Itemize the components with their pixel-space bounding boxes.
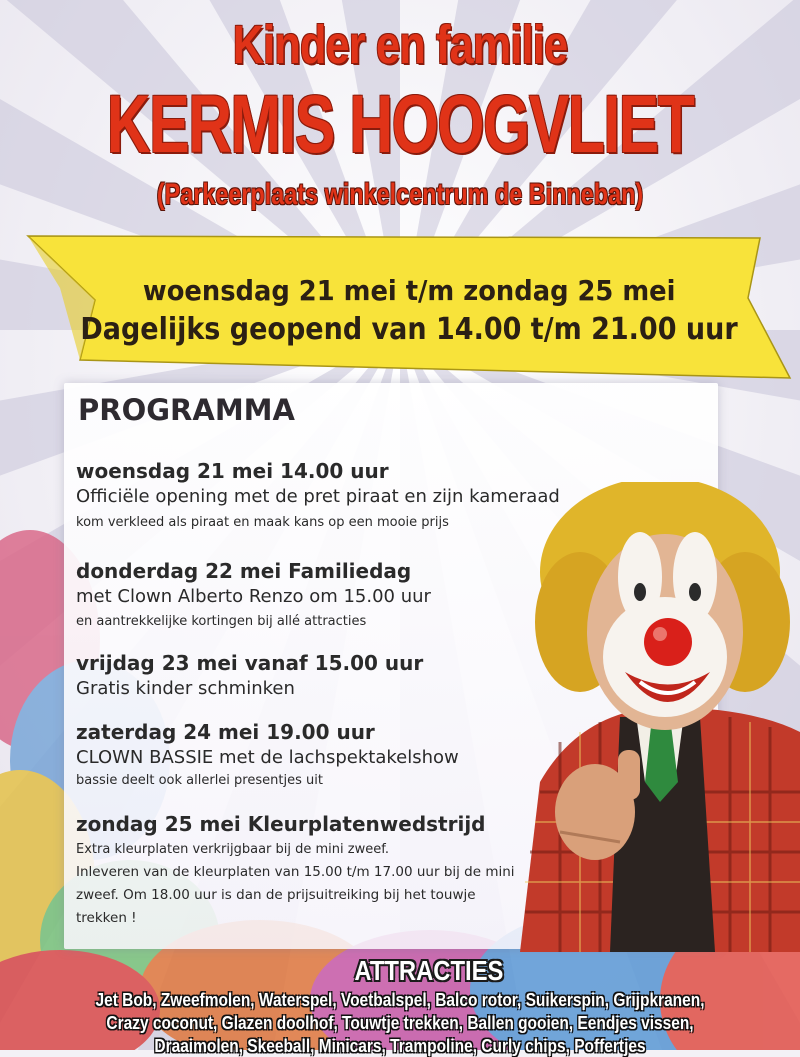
title-kinder-en-familie: Kinder en familie	[232, 15, 568, 75]
event-4-heading: zaterdag 24 mei 19.00 uur	[76, 720, 375, 744]
event-2-heading: donderdag 22 mei Familiedag	[76, 559, 412, 583]
event-2-note: en aantrekkelijke kortingen bij allé attracties	[76, 614, 367, 629]
attractions-title	[60, 955, 740, 987]
attractions-list-line-2: Crazy coconut, Glazen doolhof, Touwtje trekken, Ballen gooien, Eendjes vissen,	[106, 1013, 694, 1033]
event-1-note: kom verkleed als piraat en maak kans op een mooie prijs	[76, 515, 449, 530]
event-1-heading: woensdag 21 mei 14.00 uur	[76, 459, 389, 483]
clown-illustration	[500, 482, 800, 952]
date-banner	[0, 228, 800, 388]
title-kermis-hoogvliet: KERMIS HOOGVLIET	[106, 79, 694, 170]
event-2-description: met Clown Alberto Renzo om 15.00 uur	[76, 586, 431, 607]
attractions-list-line-3: Draaimolen, Skeeball, Minicars, Trampoline, Curly chips, Poffertjes	[154, 1036, 646, 1056]
attractions-list-line-1: Jet Bob, Zweefmolen, Waterspel, Voetbalspel, Balco rotor, Suikerspin, Grijpkranen,	[95, 990, 705, 1010]
event-4-note: bassie deelt ook allerlei presentjes uit	[76, 773, 323, 788]
attractions-title-text: ATTRACTIES	[354, 955, 504, 986]
opening-hours: Dagelijks geopend van 14.00 t/m 21.00 uur	[80, 312, 738, 347]
event-5-note-1: Extra kleurplaten verkrijgbaar bij de mini zweef.	[76, 842, 389, 857]
date-range: woensdag 21 mei t/m zondag 25 mei	[142, 274, 676, 307]
program-title: PROGRAMMA	[78, 393, 295, 427]
event-3-description: Gratis kinder schminken	[76, 678, 295, 699]
subtitle-location: (Parkeerplaats winkelcentrum de Binneban)	[156, 178, 644, 211]
event-5-heading: zondag 25 mei Kleurplatenwedstrijd	[76, 812, 486, 836]
event-1-description: Officiële opening met de pret piraat en zijn kameraad	[76, 486, 560, 507]
event-4-description: CLOWN BASSIE met de lachspektakelshow	[76, 747, 459, 768]
event-3-heading: vrijdag 23 mei vanaf 15.00 uur	[76, 651, 424, 675]
event-5-note-2: Inleveren van de kleurplaten van 15.00 t/m 17.00 uur bij de mini zweef. Om 18.00 uur is dan de prijsuitreiking bij het touwje trekken !	[76, 864, 515, 926]
